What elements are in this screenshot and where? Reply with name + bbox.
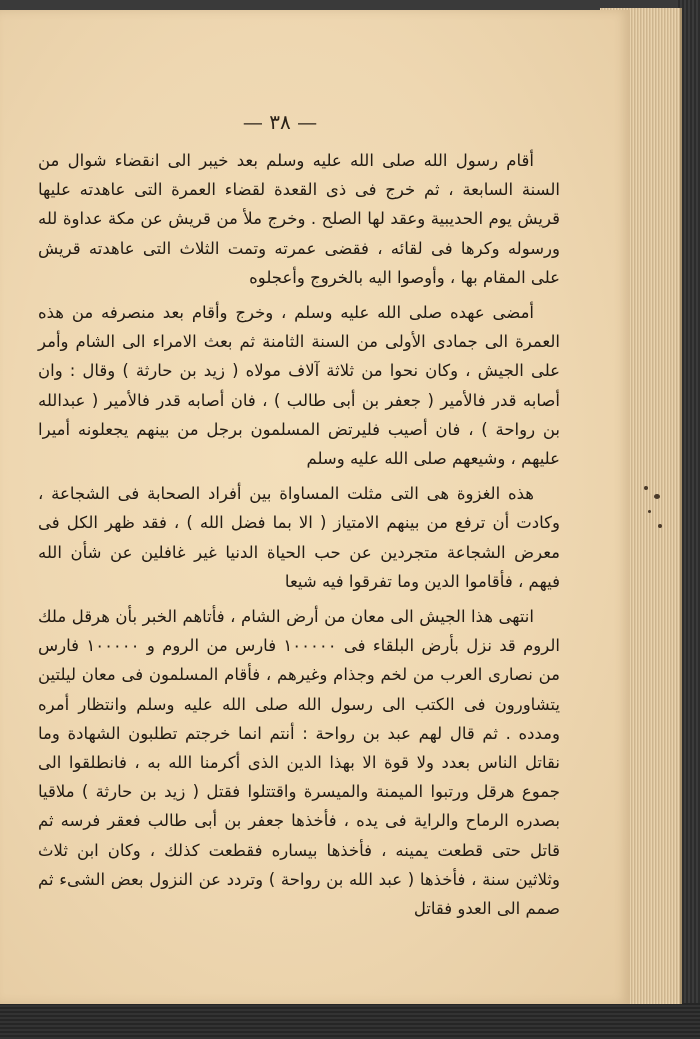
paragraph-2: أمضى عهده صلى الله عليه وسلم ، وخرج وأقام بعد منصرفه من هذه العمرة الى جمادى الأولى من السنة الثامنة ثم بعث الامراء الى الشام وأمر على الجيش ، وكان نحوا من ثلاثة آلاف مولاه ( زيد بن حارثة ) وقال : وان أصابه قدر فالأمير ( جعفر بن أبى طالب ) ، فان أصابه قدر فالأمير ( عبدالله بن رواحة ) ، فان أصيب فليرتض المسلمون برجل من بينهم يجعلونه أميرا عليهم ، وشيعهم صلى الله عليه وسلم xyxy=(38,303,560,469)
speck xyxy=(648,510,651,513)
speck xyxy=(644,486,648,490)
speck xyxy=(654,494,660,499)
body-text xyxy=(38,146,560,929)
page-sheet xyxy=(0,10,630,1004)
paper-specks xyxy=(640,480,670,560)
paragraph-3: هذه الغزوة هى التى مثلت المساواة بين أفراد الصحابة فى الشجاعة ، وكادت أن ترفع من بينهم الامتياز ( الا بما فضل الله ) ، فقد ظهر الكل فى معرض الشجاعة متجردين عن حب الحياة الدنيا غير غافلين عن شأن الله فيهم ، فأقاموا الدين وما تفرقوا فيه شيعا xyxy=(38,484,560,591)
speck xyxy=(658,524,662,528)
paragraph-1: أقام رسول الله صلى الله عليه وسلم بعد خيبر الى انقضاء شوال من السنة السابعة ، ثم خرج فى ذى القعدة لقضاء العمرة التى عاهدته عليها قريش يوم الحديبية وعقد لها الصلح . وخرج ملأ من قريش عن مكة عداوة لله ورسوله وكرها فى لقائه ، فقضى عمرته وتمت الثلاث التى عاهدته قريش على المقام بها ، وأوصوا اليه بالخروج وأعجلوه xyxy=(38,151,560,287)
page-number: — ٣٨ — xyxy=(242,110,318,134)
paragraph-4: انتهى هذا الجيش الى معان من أرض الشام ، فأتاهم الخبر بأن هرقل ملك الروم قد نزل بأرض البلقاء فى ١٠٠٠٠٠ فارس من الروم و ١٠٠٠٠٠ فارس من نصارى العرب من لخم وجذام وغيرهم ، فأقام المسلمون فى معان ليلتين يتشاورون فى الكتب الى رسول الله صلى الله عليه وسلم وانتظار أمره ومدده . ثم قال لهم عبد بن رواحة : أنتم انما خرجتم تطلبون الشهادة وما نقاتل الناس بعدد ولا قوة الا بهذا الدين الذى أكرمنا الله به ، فانطلقوا الى جموع هرقل ورتبوا الميمنة والميسرة واقتتلوا فقتل ( زيد بن حارثة ) ملاقيا بصدره الرماح والراية فى يده ، فأخذها جعفر بن أبى طالب فعقر فرسه ثم قاتل حتى قطعت يمينه ، فأخذها بيساره فقطعت كذلك ، وكان ابن ثلاث وثلاثين سنة ، فأخذها ( عبد الله بن رواحة ) وتردد عن النزول بعض الشىء ثم صمم الى العدو فقاتل xyxy=(38,607,560,919)
book-cover-edge-bottom xyxy=(0,1003,700,1039)
